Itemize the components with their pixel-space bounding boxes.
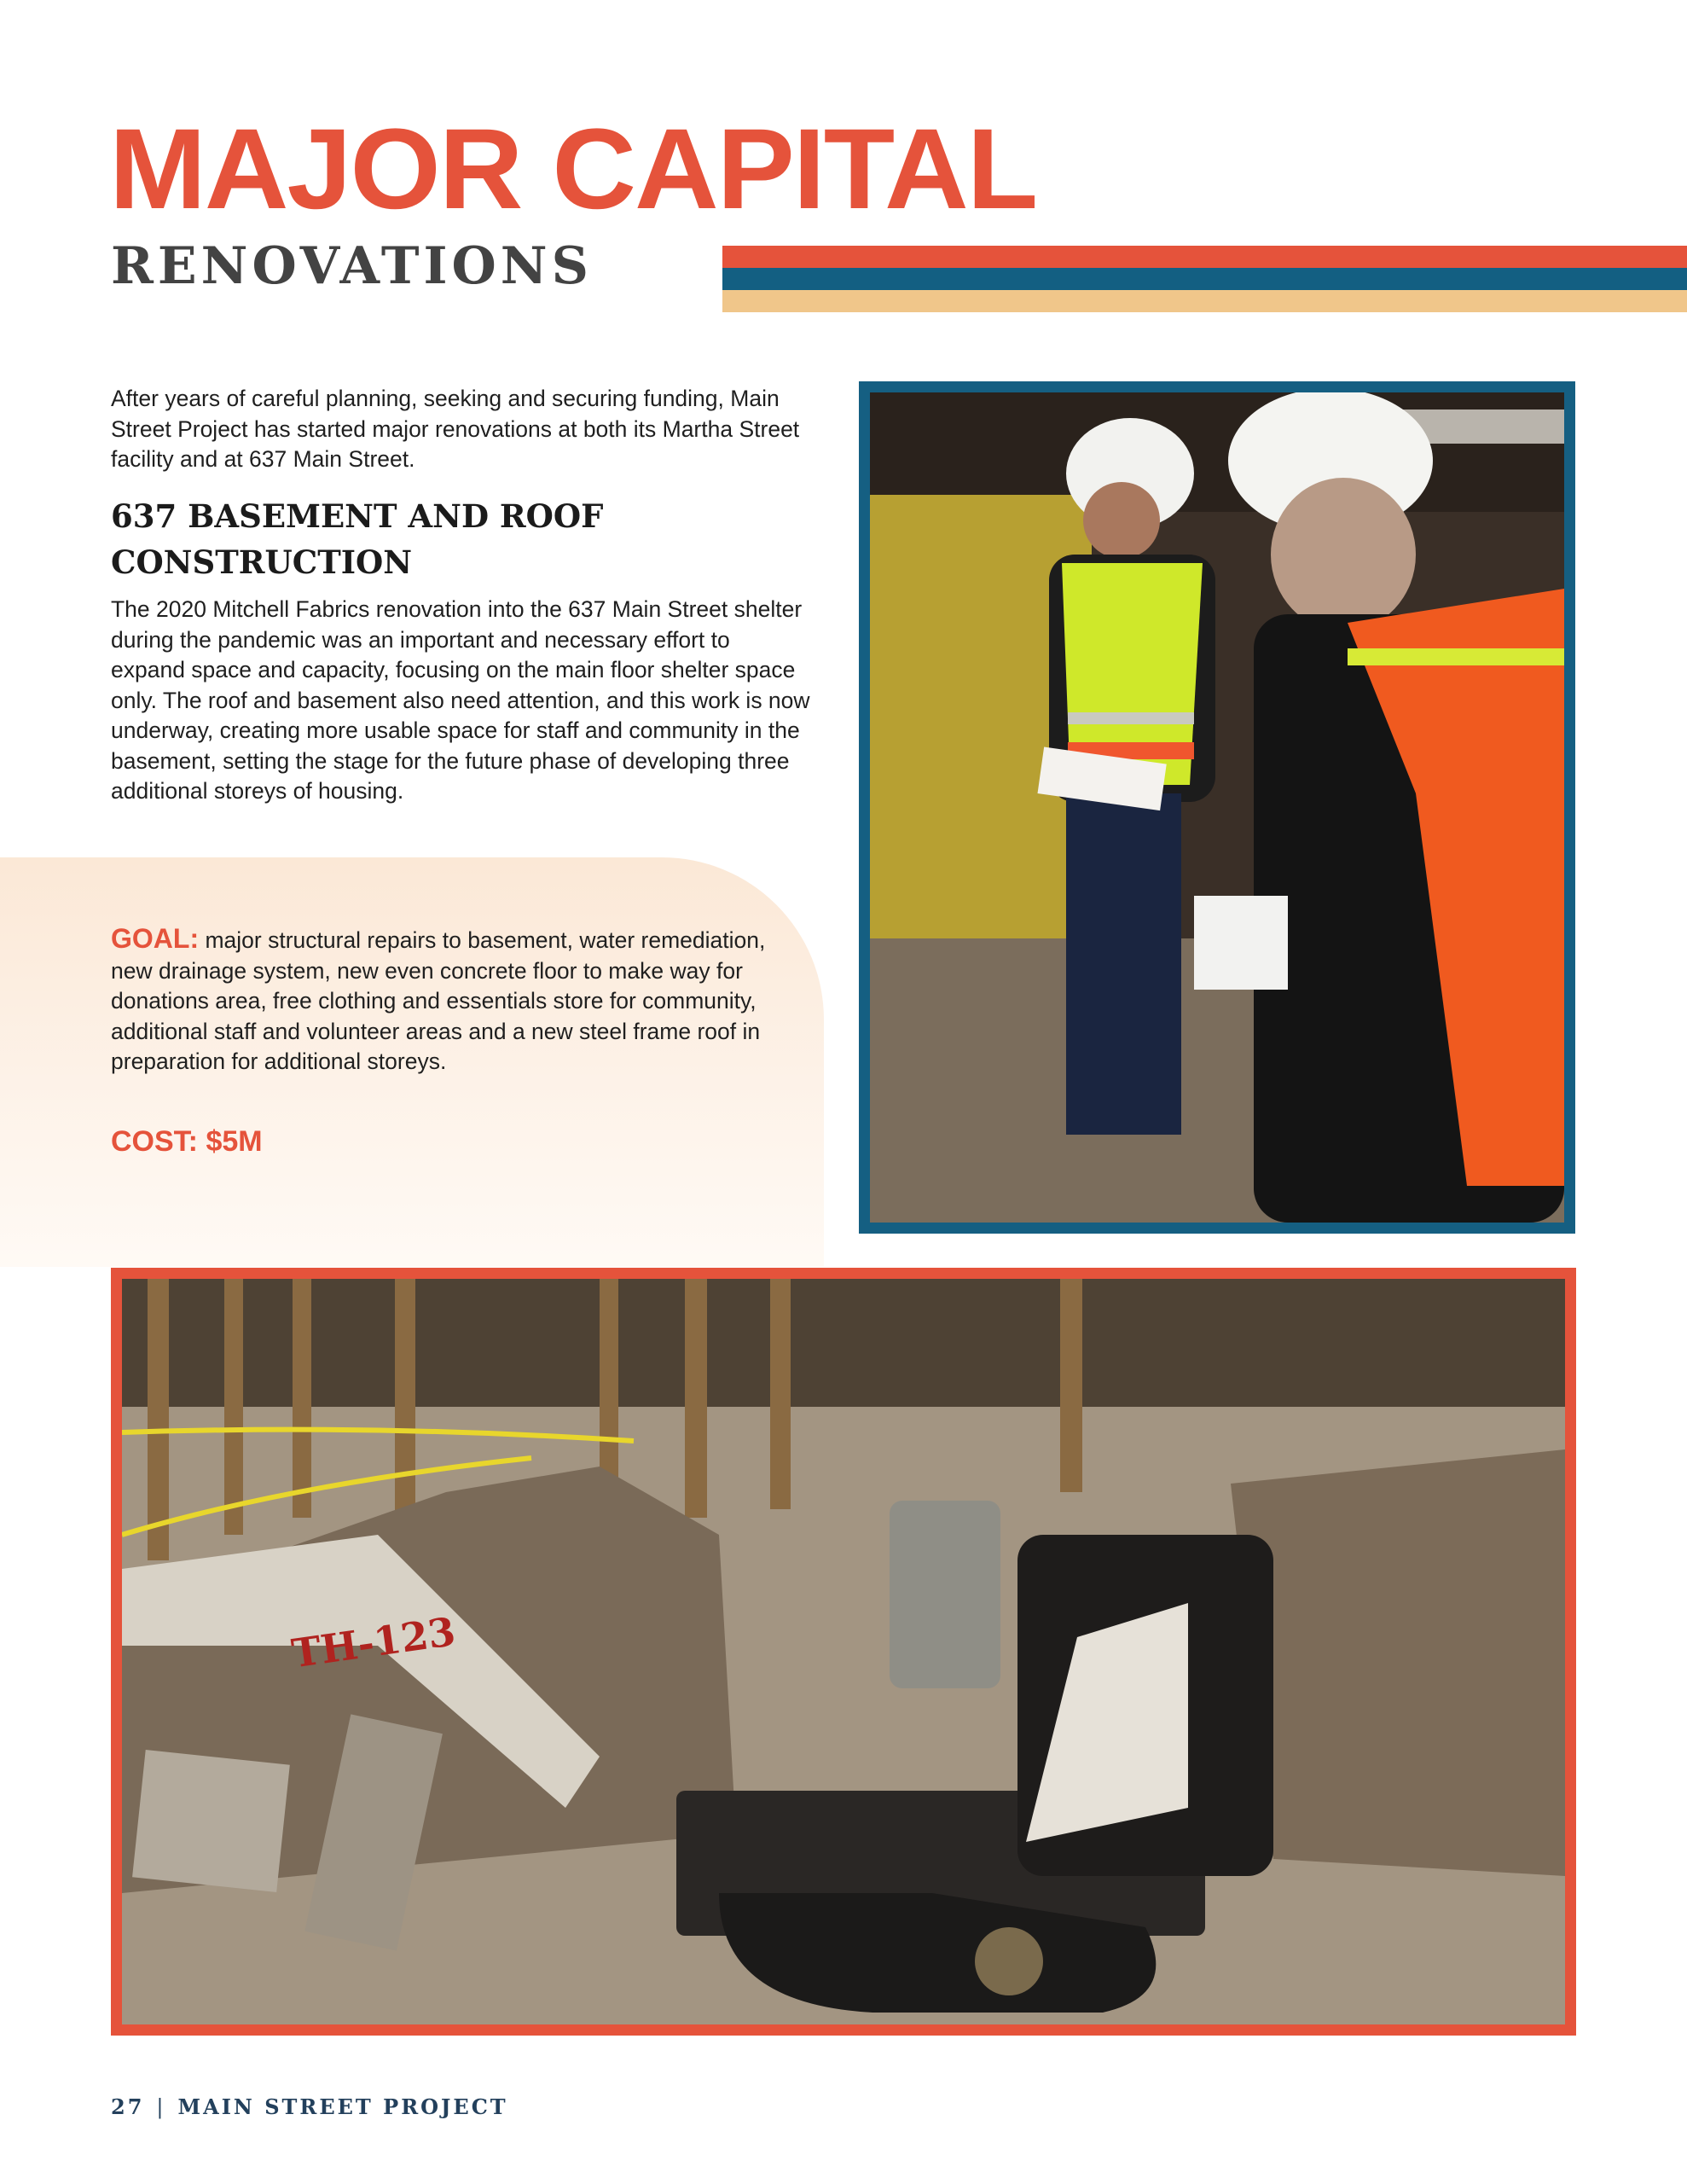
cost-value: $5M bbox=[206, 1125, 263, 1158]
section-body: The 2020 Mitchell Fabrics renovation into the 637 Main Street shelter during the pandemic was an important and necessary effort to expand space and capacity, focusing on the main floor shelter space only. The roof and basement also need attention, and this work is now underway, creating more usable space for staff and community in the basement, setting the stage for the future phase of developing three additional storeys of housing. bbox=[111, 596, 810, 804]
page-footer bbox=[111, 2094, 508, 2119]
cost-label: COST: bbox=[111, 1125, 198, 1158]
intro-paragraph: After years of careful planning, seeking and securing funding, Main Street Project has started major renovations at both its Martha Street facility and at 637 Main Street. bbox=[111, 386, 800, 472]
photo-workers-image bbox=[870, 392, 1564, 1223]
section-heading-line1: 637 BASEMENT AND ROOF bbox=[111, 497, 604, 535]
cost bbox=[111, 1124, 263, 1159]
goal-label: GOAL: bbox=[111, 923, 200, 954]
stripe-blue bbox=[722, 268, 1687, 290]
footer-separator: | bbox=[156, 2095, 166, 2119]
section-heading bbox=[111, 493, 810, 585]
goal-paragraph bbox=[111, 924, 810, 1077]
photo-excavator-in-basement bbox=[111, 1268, 1576, 2036]
page-subtitle: RENOVATIONS bbox=[111, 236, 593, 296]
photo-workers-reviewing-plans bbox=[859, 381, 1575, 1234]
stripe-red bbox=[722, 246, 1687, 268]
section-heading-line2: CONSTRUCTION bbox=[111, 543, 413, 581]
svg-text:TH-123: TH-123 bbox=[288, 1608, 459, 1677]
publication-name: MAIN STREET PROJECT bbox=[177, 2094, 508, 2119]
stripe-tan bbox=[722, 290, 1687, 312]
photo-excavator-image bbox=[122, 1279, 1565, 2024]
goal-text: major structural repairs to basement, water remediation, new drainage system, new even concrete floor to make way for donations area, free clothing and essentials store for community, additional staff and volunteer areas and a new steel frame roof in preparation for additional storeys. bbox=[111, 927, 766, 1074]
page-number: 27 bbox=[111, 2094, 145, 2119]
decorative-stripes bbox=[722, 246, 1687, 312]
page-title: MAJOR CAPITAL bbox=[109, 106, 1037, 233]
